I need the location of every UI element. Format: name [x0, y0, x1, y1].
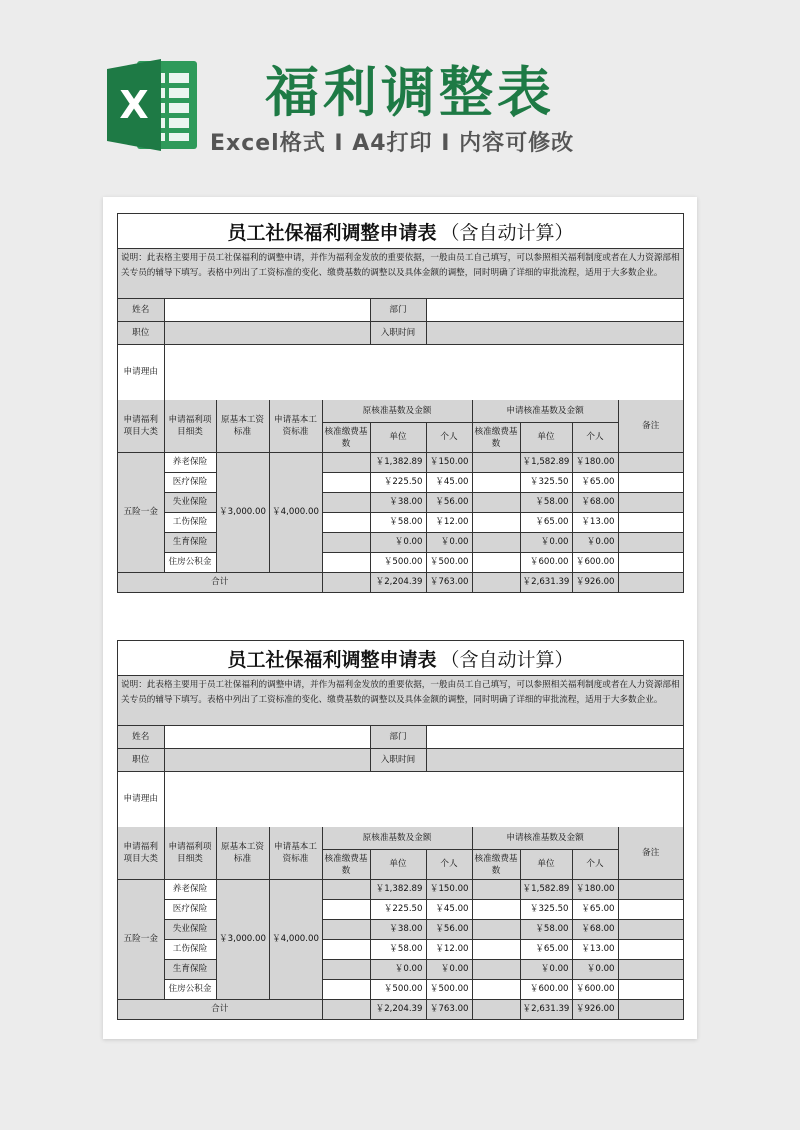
header-orig-wage: 原基本工资标准: [216, 400, 269, 453]
table-row: [118, 513, 683, 533]
header-detail: 申请福利项目细类: [164, 400, 216, 453]
form-description: 说明：此表格主要用于员工社保福利的调整申请，并作为福利金发放的重要依据，一般由员工自己填写，可以参照相关福利制度或者在人力资源部相关专员的辅导下填写。表格中列出了工资标准的变化、缴费基数的调整以及具体金额的调整，同时明确了详细的审批流程，适用于大多数企业。: [118, 676, 683, 726]
item-label: 失业保险: [164, 493, 216, 513]
orig-base-cell[interactable]: [322, 453, 370, 473]
position-label: 职位: [118, 749, 164, 772]
total-label: 合计: [118, 1000, 322, 1020]
orig-base-cell[interactable]: [322, 493, 370, 513]
orig-personal-cell: ￥150.00: [426, 453, 472, 473]
hire-date-field[interactable]: [426, 749, 683, 772]
orig-base-cell[interactable]: [322, 940, 370, 960]
apply-base-cell[interactable]: [472, 493, 520, 513]
item-label: 医疗保险: [164, 900, 216, 920]
orig-unit-cell: ￥500.00: [370, 980, 426, 1000]
dept-field[interactable]: [426, 726, 683, 749]
header-apply-personal: 个人: [572, 850, 618, 880]
orig-unit-cell: ￥58.00: [370, 513, 426, 533]
item-label: 生育保险: [164, 533, 216, 553]
remark-cell[interactable]: [618, 553, 683, 573]
header-detail: 申请福利项目细类: [164, 827, 216, 880]
reason-label: 申请理由: [118, 772, 164, 828]
benefit-table: [118, 827, 683, 1019]
total-orig-unit: ￥2,204.39: [370, 1000, 426, 1020]
apply-personal-cell: ￥68.00: [572, 920, 618, 940]
apply-base-cell[interactable]: [472, 533, 520, 553]
apply-unit-cell: ￥1,582.89: [520, 453, 572, 473]
orig-unit-cell: ￥500.00: [370, 553, 426, 573]
orig-personal-cell: ￥45.00: [426, 473, 472, 493]
table-row: [118, 940, 683, 960]
apply-unit-cell: ￥600.00: [520, 980, 572, 1000]
remark-cell[interactable]: [618, 940, 683, 960]
header-apply-base: 核准缴费基数: [472, 423, 520, 453]
orig-wage-cell[interactable]: ￥3,000.00: [216, 880, 269, 1000]
apply-personal-cell: ￥600.00: [572, 553, 618, 573]
orig-personal-cell: ￥12.00: [426, 940, 472, 960]
name-label: 姓名: [118, 299, 164, 322]
orig-personal-cell: ￥500.00: [426, 980, 472, 1000]
total-apply-personal: ￥926.00: [572, 573, 618, 593]
position-field[interactable]: [164, 322, 370, 345]
apply-base-cell[interactable]: [472, 980, 520, 1000]
form-title-text: 员工社保福利调整申请表: [227, 221, 437, 244]
total-remark: [618, 573, 683, 593]
total-apply-unit: ￥2,631.39: [520, 1000, 572, 1020]
name-field[interactable]: [164, 726, 370, 749]
hire-date-label: 入职时间: [370, 749, 426, 772]
orig-personal-cell: ￥500.00: [426, 553, 472, 573]
apply-personal-cell: ￥68.00: [572, 493, 618, 513]
apply-unit-cell: ￥65.00: [520, 513, 572, 533]
apply-personal-cell: ￥13.00: [572, 940, 618, 960]
header-orig-personal: 个人: [426, 423, 472, 453]
apply-base-cell[interactable]: [472, 900, 520, 920]
apply-personal-cell: ￥13.00: [572, 513, 618, 533]
category-cell: 五险一金: [118, 880, 164, 1000]
orig-base-cell[interactable]: [322, 533, 370, 553]
apply-base-cell[interactable]: [472, 453, 520, 473]
header-remark: 备注: [618, 827, 683, 880]
orig-base-cell[interactable]: [322, 880, 370, 900]
orig-base-cell[interactable]: [322, 553, 370, 573]
total-apply-base: [472, 573, 520, 593]
orig-unit-cell: ￥1,382.89: [370, 453, 426, 473]
form-title-paren: （含自动计算）: [440, 648, 574, 671]
header-apply-unit: 单位: [520, 423, 572, 453]
info-table: [118, 299, 683, 400]
item-label: 工伤保险: [164, 513, 216, 533]
header-remark: 备注: [618, 400, 683, 453]
table-row: [118, 473, 683, 493]
apply-personal-cell: ￥600.00: [572, 980, 618, 1000]
header-category: 申请福利项目大类: [118, 827, 164, 880]
table-row: [118, 900, 683, 920]
form-title-paren: （含自动计算）: [440, 221, 574, 244]
hire-date-field[interactable]: [426, 322, 683, 345]
page-header: [0, 0, 800, 190]
remark-cell[interactable]: [618, 473, 683, 493]
remark-cell[interactable]: [618, 513, 683, 533]
header-apply-group: 申请核准基数及金额: [472, 827, 618, 850]
apply-wage-cell[interactable]: ￥4,000.00: [269, 453, 322, 573]
orig-unit-cell: ￥225.50: [370, 900, 426, 920]
apply-unit-cell: ￥325.50: [520, 900, 572, 920]
item-label: 生育保险: [164, 960, 216, 980]
apply-personal-cell: ￥180.00: [572, 453, 618, 473]
total-orig-personal: ￥763.00: [426, 573, 472, 593]
total-row: [118, 1000, 683, 1020]
remark-cell[interactable]: [618, 920, 683, 940]
item-label: 工伤保险: [164, 940, 216, 960]
orig-personal-cell: ￥45.00: [426, 900, 472, 920]
excel-logo-icon: [105, 55, 200, 155]
apply-personal-cell: ￥65.00: [572, 473, 618, 493]
orig-unit-cell: ￥38.00: [370, 920, 426, 940]
total-apply-base: [472, 1000, 520, 1020]
header-apply-wage: 申请基本工资标准: [269, 827, 322, 880]
item-label: 养老保险: [164, 880, 216, 900]
header-orig-base: 核准缴费基数: [322, 423, 370, 453]
remark-cell[interactable]: [618, 493, 683, 513]
form-title: [118, 214, 683, 249]
item-label: 失业保险: [164, 920, 216, 940]
name-field[interactable]: [164, 299, 370, 322]
table-row: [118, 553, 683, 573]
dept-label: 部门: [370, 299, 426, 322]
apply-personal-cell: ￥0.00: [572, 533, 618, 553]
apply-base-cell[interactable]: [472, 920, 520, 940]
reason-field[interactable]: [164, 345, 683, 401]
apply-wage-cell[interactable]: ￥4,000.00: [269, 880, 322, 1000]
apply-unit-cell: ￥600.00: [520, 553, 572, 573]
apply-base-cell[interactable]: [472, 940, 520, 960]
orig-base-cell[interactable]: [322, 513, 370, 533]
orig-unit-cell: ￥58.00: [370, 940, 426, 960]
item-label: 养老保险: [164, 453, 216, 473]
apply-personal-cell: ￥65.00: [572, 900, 618, 920]
table-row: [118, 960, 683, 980]
header-orig-group: 原核准基数及金额: [322, 400, 472, 423]
apply-unit-cell: ￥58.00: [520, 920, 572, 940]
svg-text:X: X: [119, 83, 149, 127]
header-orig-unit: 单位: [370, 423, 426, 453]
benefit-table: [118, 400, 683, 592]
header-orig-personal: 个人: [426, 850, 472, 880]
form-2: [117, 640, 684, 1020]
apply-base-cell[interactable]: [472, 513, 520, 533]
position-field[interactable]: [164, 749, 370, 772]
remark-cell[interactable]: [618, 533, 683, 553]
form-1: [117, 213, 684, 593]
remark-cell[interactable]: [618, 453, 683, 473]
hire-date-label: 入职时间: [370, 322, 426, 345]
apply-unit-cell: ￥325.50: [520, 473, 572, 493]
position-label: 职位: [118, 322, 164, 345]
header-orig-base: 核准缴费基数: [322, 850, 370, 880]
category-cell: 五险一金: [118, 453, 164, 573]
header-apply-group: 申请核准基数及金额: [472, 400, 618, 423]
orig-personal-cell: ￥150.00: [426, 880, 472, 900]
apply-unit-cell: ￥1,582.89: [520, 880, 572, 900]
remark-cell[interactable]: [618, 880, 683, 900]
orig-unit-cell: ￥38.00: [370, 493, 426, 513]
item-label: 住房公积金: [164, 980, 216, 1000]
form-title: [118, 641, 683, 676]
name-label: 姓名: [118, 726, 164, 749]
total-apply-unit: ￥2,631.39: [520, 573, 572, 593]
apply-personal-cell: ￥0.00: [572, 960, 618, 980]
apply-unit-cell: ￥0.00: [520, 533, 572, 553]
table-row: [118, 453, 683, 473]
orig-base-cell[interactable]: [322, 920, 370, 940]
apply-unit-cell: ￥58.00: [520, 493, 572, 513]
header-category: 申请福利项目大类: [118, 400, 164, 453]
orig-unit-cell: ￥0.00: [370, 960, 426, 980]
orig-personal-cell: ￥0.00: [426, 533, 472, 553]
total-orig-base: [322, 1000, 370, 1020]
apply-base-cell[interactable]: [472, 473, 520, 493]
header-apply-wage: 申请基本工资标准: [269, 400, 322, 453]
orig-unit-cell: ￥225.50: [370, 473, 426, 493]
apply-base-cell[interactable]: [472, 960, 520, 980]
dept-field[interactable]: [426, 299, 683, 322]
apply-personal-cell: ￥180.00: [572, 880, 618, 900]
orig-personal-cell: ￥56.00: [426, 920, 472, 940]
header-apply-unit: 单位: [520, 850, 572, 880]
total-orig-personal: ￥763.00: [426, 1000, 472, 1020]
info-table: [118, 726, 683, 827]
reason-label: 申请理由: [118, 345, 164, 401]
total-row: [118, 573, 683, 593]
apply-unit-cell: ￥65.00: [520, 940, 572, 960]
item-label: 医疗保险: [164, 473, 216, 493]
header-apply-personal: 个人: [572, 423, 618, 453]
total-orig-base: [322, 573, 370, 593]
orig-base-cell[interactable]: [322, 473, 370, 493]
reason-field[interactable]: [164, 772, 683, 828]
header-apply-base: 核准缴费基数: [472, 850, 520, 880]
header-orig-group: 原核准基数及金额: [322, 827, 472, 850]
apply-base-cell[interactable]: [472, 553, 520, 573]
item-label: 住房公积金: [164, 553, 216, 573]
apply-unit-cell: ￥0.00: [520, 960, 572, 980]
total-apply-personal: ￥926.00: [572, 1000, 618, 1020]
form-title-text: 员工社保福利调整申请表: [227, 648, 437, 671]
page-title: 福利调整表: [265, 61, 555, 124]
header-orig-unit: 单位: [370, 850, 426, 880]
orig-unit-cell: ￥0.00: [370, 533, 426, 553]
remark-cell[interactable]: [618, 900, 683, 920]
table-row: [118, 533, 683, 553]
orig-personal-cell: ￥56.00: [426, 493, 472, 513]
table-row: [118, 980, 683, 1000]
orig-personal-cell: ￥0.00: [426, 960, 472, 980]
form-description: 说明：此表格主要用于员工社保福利的调整申请，并作为福利金发放的重要依据，一般由员工自己填写，可以参照相关福利制度或者在人力资源部相关专员的辅导下填写。表格中列出了工资标准的变化、缴费基数的调整以及具体金额的调整，同时明确了详细的审批流程，适用于大多数企业。: [118, 249, 683, 299]
page-subtitle: Excel格式 I A4打印 I 内容可修改: [210, 131, 575, 156]
apply-base-cell[interactable]: [472, 880, 520, 900]
dept-label: 部门: [370, 726, 426, 749]
orig-base-cell[interactable]: [322, 900, 370, 920]
orig-personal-cell: ￥12.00: [426, 513, 472, 533]
remark-cell[interactable]: [618, 980, 683, 1000]
table-row: [118, 880, 683, 900]
table-row: [118, 920, 683, 940]
total-remark: [618, 1000, 683, 1020]
total-orig-unit: ￥2,204.39: [370, 573, 426, 593]
remark-cell[interactable]: [618, 960, 683, 980]
header-orig-wage: 原基本工资标准: [216, 827, 269, 880]
orig-base-cell[interactable]: [322, 980, 370, 1000]
total-label: 合计: [118, 573, 322, 593]
table-row: [118, 493, 683, 513]
orig-wage-cell[interactable]: ￥3,000.00: [216, 453, 269, 573]
orig-base-cell[interactable]: [322, 960, 370, 980]
orig-unit-cell: ￥1,382.89: [370, 880, 426, 900]
